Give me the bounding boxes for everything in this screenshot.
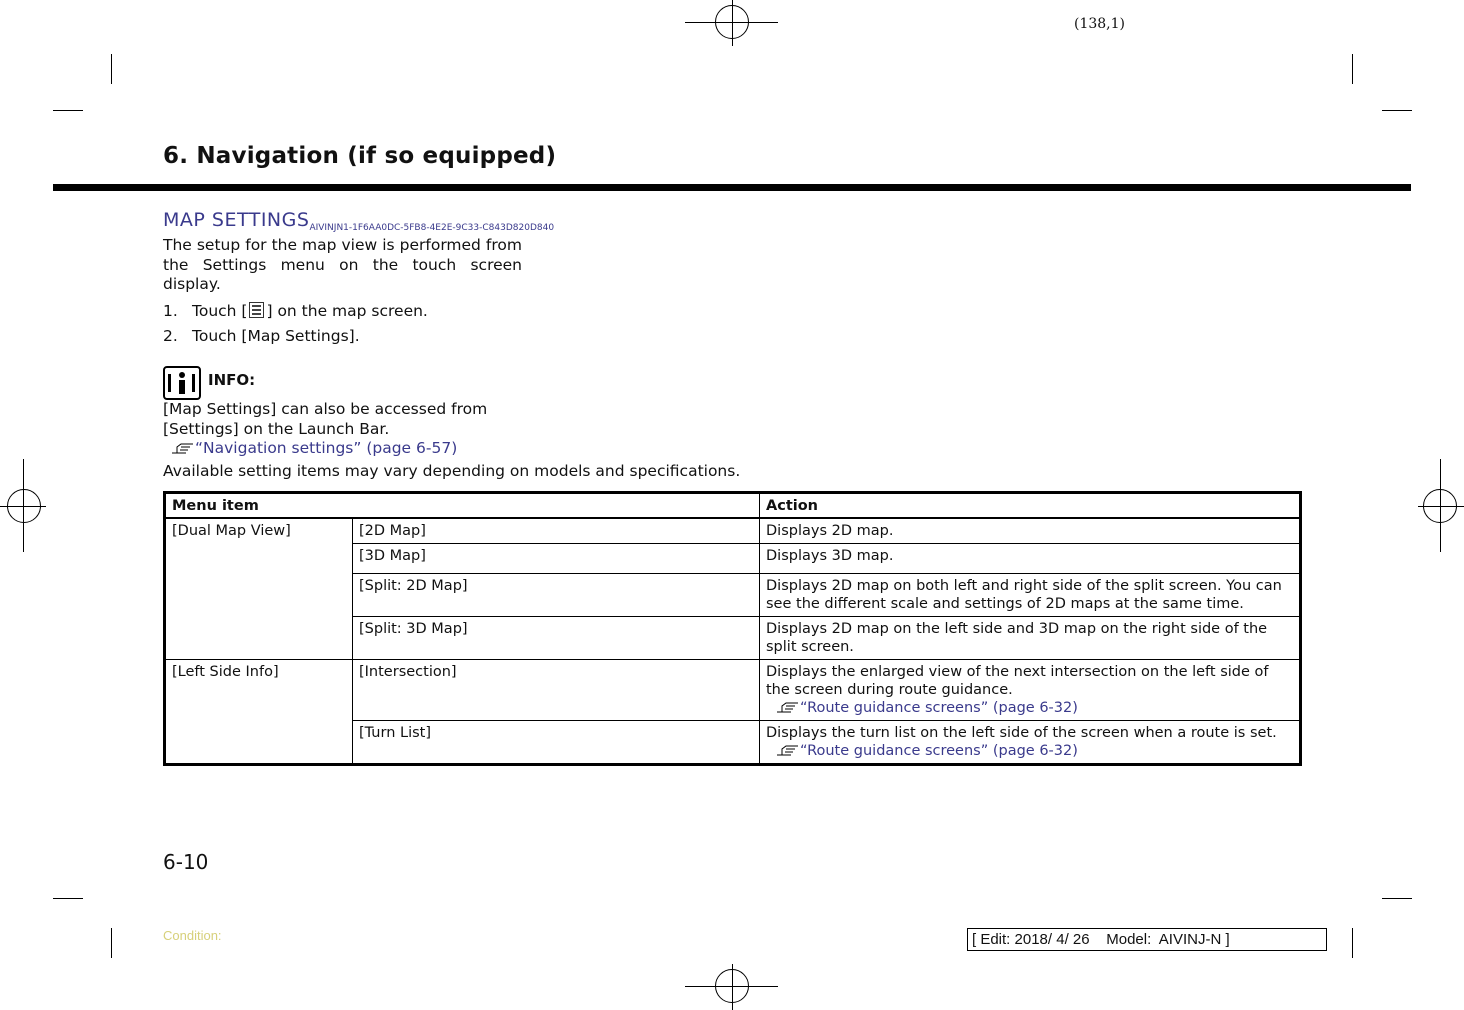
step-number: 1. <box>163 302 178 320</box>
menu-item-cell: [2D Map] <box>353 518 760 544</box>
section-title <box>163 209 554 233</box>
pointing-hand-icon <box>776 700 800 714</box>
menu-item-cell: [Split: 2D Map] <box>353 574 760 617</box>
table-row <box>165 518 1301 544</box>
action-text: Displays the enlarged view of the next intersection on the left side of the screen during route guidance. <box>766 664 1269 698</box>
action-cell: Displays 3D map. <box>760 544 1301 574</box>
menu-icon <box>249 302 264 318</box>
availability-note: Available setting items may vary depending on models and specifications. <box>163 462 741 480</box>
table-header-row <box>165 493 1301 519</box>
action-text: Displays the turn list on the left side of the screen when a route is set. <box>766 725 1277 741</box>
section-code: AIVINJN1-1F6AA0DC-5FB8-4E2E-9C33-C843D820D840 <box>309 223 555 233</box>
header-action: Action <box>760 493 1301 519</box>
action-cell: Displays 2D map on the left side and 3D map on the right side of the split screen. <box>760 617 1301 660</box>
page-number: 6-10 <box>163 850 209 874</box>
group-label: [Dual Map View] <box>165 518 353 660</box>
section-title-text: MAP SETTINGS <box>163 209 310 231</box>
info-icon <box>163 366 201 400</box>
group-label: [Left Side Info] <box>165 660 353 765</box>
info-text-block <box>163 400 533 459</box>
step-1 <box>163 302 428 320</box>
condition-label: Condition: <box>163 928 222 943</box>
menu-item-cell: [Turn List] <box>353 721 760 765</box>
pointing-hand-icon <box>171 441 195 455</box>
title-rule <box>53 184 1411 191</box>
table-row <box>165 660 1301 721</box>
reference-link[interactable]: “Navigation settings” (page 6-57) <box>195 439 458 457</box>
menu-item-cell: [Split: 3D Map] <box>353 617 760 660</box>
menu-item-cell: [Intersection] <box>353 660 760 721</box>
settings-table <box>163 491 1302 766</box>
step-2 <box>163 327 360 345</box>
action-cell <box>760 660 1301 721</box>
reference-link[interactable]: “Route guidance screens” (page 6-32) <box>800 743 1078 759</box>
action-cell <box>760 721 1301 765</box>
info-label: INFO: <box>208 371 256 389</box>
action-cell: Displays 2D map. <box>760 518 1301 544</box>
intro-paragraph: The setup for the map view is performed from the Settings menu on the touch screen display. <box>163 236 522 293</box>
menu-item-cell: [3D Map] <box>353 544 760 574</box>
action-reference[interactable] <box>766 699 1293 717</box>
edit-info-box: [ Edit: 2018/ 4/ 26 Model: AIVINJ-N ] <box>967 928 1327 951</box>
step-text: Touch [Map Settings]. <box>192 327 360 345</box>
pointing-hand-icon <box>776 743 800 757</box>
reference-link[interactable]: “Route guidance screens” (page 6-32) <box>800 700 1078 716</box>
info-text: [Map Settings] can also be accessed from [Settings] on the Launch Bar. <box>163 400 488 438</box>
page-id: (138,1) <box>1074 16 1126 32</box>
header-menu-item: Menu item <box>165 493 760 519</box>
step-text-post: ] on the map screen. <box>266 302 428 320</box>
action-cell: Displays 2D map on both left and right side of the split screen. You can see the different scale and settings of 2D maps at the same time. <box>760 574 1301 617</box>
chapter-title: 6. Navigation (if so equipped) <box>163 143 557 169</box>
step-text-pre: Touch [ <box>192 302 248 320</box>
action-reference[interactable] <box>766 742 1293 760</box>
step-number: 2. <box>163 327 178 345</box>
info-reference[interactable] <box>163 439 533 459</box>
